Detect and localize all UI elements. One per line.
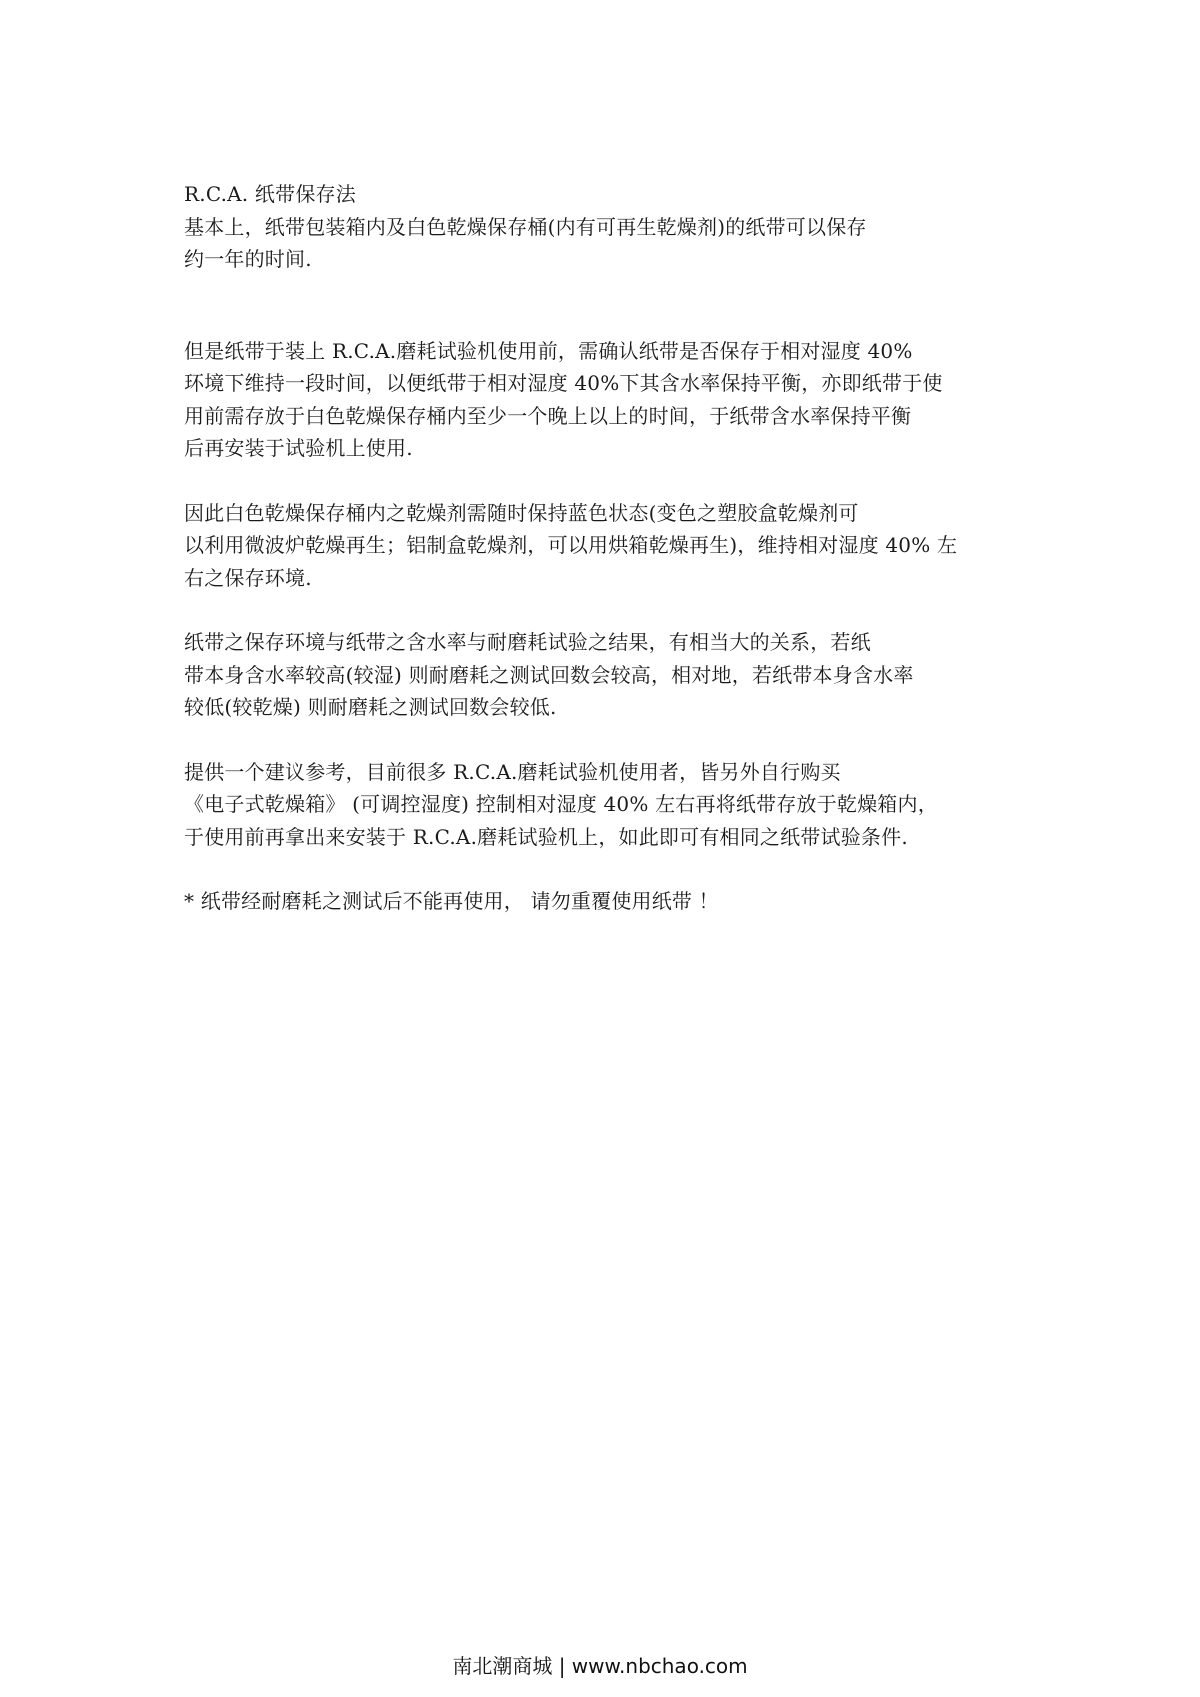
paragraph-line: 用前需存放于白色乾燥保存桶内至少一个晚上以上的时间，于纸带含水率保持平衡 <box>184 403 912 428</box>
paragraph-line: 于使用前再拿出来安装于 R.C.A.磨耗试验机上，如此即可有相同之纸带试验条件. <box>184 824 908 849</box>
paragraph-line: 右之保存环境. <box>184 565 312 590</box>
paragraph-line: 但是纸带于装上 R.C.A.磨耗试验机使用前，需确认纸带是否保存于相对湿度 40% <box>184 338 913 363</box>
paragraph-line: 提供一个建议参考，目前很多 R.C.A.磨耗试验机使用者，皆另外自行购买 <box>184 759 841 784</box>
paragraph-line: 带本身含水率较高(较湿) 则耐磨耗之测试回数会较高，相对地，若纸带本身含水率 <box>184 662 914 687</box>
paragraph-storage-period <box>184 211 1004 276</box>
paragraph-line: 后再安装于试验机上使用. <box>184 436 413 460</box>
paragraph-desiccant <box>184 497 1004 595</box>
paragraph-line: 以利用微波炉乾燥再生；铝制盒乾燥剂，可以用烘箱乾燥再生)，维持相对湿度 40% 左 <box>184 533 958 557</box>
paragraph-spacer <box>184 724 1004 756</box>
warning-note: * 纸带经耐磨耗之测试后不能再使用， 请勿重覆使用纸带 ！ <box>184 889 719 913</box>
document-title: R.C.A. 纸带保存法 <box>184 182 356 206</box>
paragraph-line: 因此白色乾燥保存桶内之乾燥剂需随时保持蓝色状态(变色之塑胶盒乾燥剂可 <box>184 500 859 525</box>
paragraph-line: 约一年的时间. <box>184 247 312 271</box>
paragraph-spacer <box>184 594 1004 626</box>
paragraph-humidity-balance <box>184 335 1004 465</box>
paragraph-moisture-effect <box>184 626 1004 724</box>
paragraph-line: 纸带之保存环境与纸带之含水率与耐磨耗试验之结果，有相当大的关系，若纸 <box>184 630 871 654</box>
paragraph-line: 环境下维持一段时间，以便纸带于相对湿度 40%下其含水率保持平衡，亦即纸带于使 <box>184 371 943 395</box>
paragraph-warning-note <box>184 885 1004 918</box>
paragraph-line: 基本上，纸带包装箱内及白色乾燥保存桶(内有可再生乾燥剂)的纸带可以保存 <box>184 214 867 239</box>
paragraph-spacer <box>184 276 1004 335</box>
paragraph-spacer <box>184 465 1004 497</box>
document-body <box>184 178 1004 918</box>
footer-brand: 南北潮商城 | www.nbchao.com <box>452 1654 748 1678</box>
paragraph-spacer <box>184 853 1004 885</box>
paragraph-line: 较低(较乾燥) 则耐磨耗之测试回数会较低. <box>184 695 557 719</box>
paragraph-recommendation <box>184 756 1004 854</box>
paragraph-line: 《电子式乾燥箱》 (可调控湿度) 控制相对湿度 40% 左右再将纸带存放于乾燥箱内， <box>184 792 938 816</box>
